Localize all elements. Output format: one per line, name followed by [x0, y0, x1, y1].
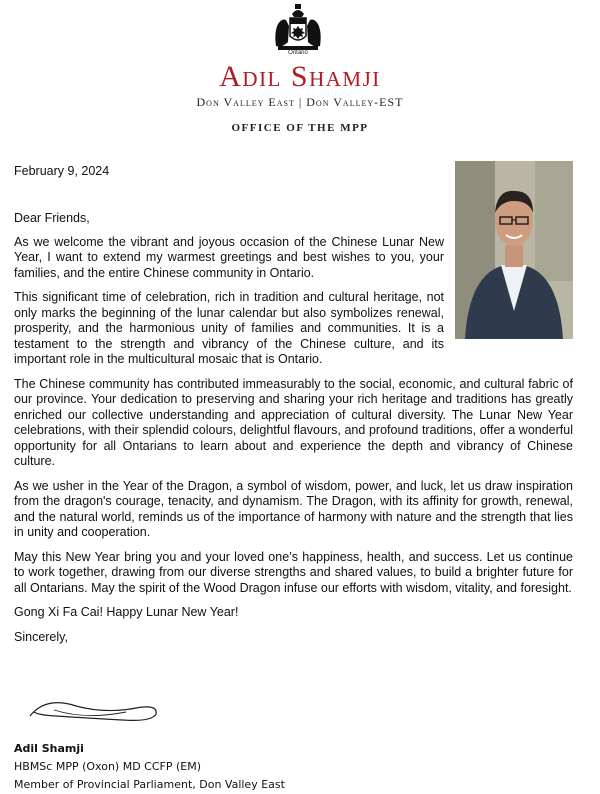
office-title: OFFICE OF THE MPP: [231, 122, 369, 134]
letter-paragraph: As we welcome the vibrant and joyous occasion of the Chinese Lunar New Year, I want to extend my warmest greetings and best wishes to you, your families, and the entire Chinese community in Ontario.: [14, 234, 444, 280]
signature-block: [14, 740, 285, 794]
signatory-title: Member of Provincial Parliament, Don Valley East: [14, 778, 285, 791]
letter-paragraph: May this New Year bring you and your loved one’s happiness, health, and success. Let us continue to work together, drawing from our diverse strengths and shared values, to build a brighter future for all Ontarians. May the spirit of the Wood Dragon infuse our efforts with wisdom, vitality, and foresight.: [14, 549, 573, 595]
mpp-name-header: Adil Shamji: [219, 60, 381, 93]
letter-body: [14, 211, 573, 654]
signatory-credentials: HBMSc MPP (Oxon) MD CCFP (EM): [14, 760, 201, 773]
letter-paragraph: The Chinese community has contributed immeasurably to the social, economic, and cultural fabric of our province. Your dedication to preserving and sharing your rich heritage and traditions has greatly enriched our collective understanding and appreciation of cultural diversity. The Lunar New Year celebrations, with their splendid colours, delightful flavours, and profound traditions, offer a wonderful opportunity for all Ontarians to learn about and experience the depth and vibrancy of Chinese culture.: [14, 376, 573, 468]
letter-closing: Sincerely,: [14, 629, 68, 644]
handwritten-signature: [26, 690, 166, 730]
letter-paragraph: This significant time of celebration, rich in tradition and cultural heritage, not only marks the beginning of the lunar calendar but also symbolizes renewal, prosperity, and the harmonious unity of families and communities. It is a testament to the strength and vibrancy of the Chinese culture, and its important role in the multicultural mosaic that is Ontario.: [14, 290, 444, 366]
letter-paragraph: Gong Xi Fa Cai! Happy Lunar New Year!: [14, 605, 239, 619]
letter-date: February 9, 2024: [14, 164, 110, 178]
letter-greeting: Dear Friends,: [14, 211, 90, 225]
letter-paragraph: As we usher in the Year of the Dragon, a symbol of wisdom, power, and luck, let us draw inspiration from the dragon's courage, tenacity, and dynamism. The Dragon, with its affinity for growth, renewal, and the natural world, reminds us of the importance of harmony with nature and the strength that lies in unity and cooperation.: [14, 478, 573, 539]
riding-name: Don Valley East | Don Valley-EST: [196, 95, 404, 109]
crest-label: Ontario: [288, 50, 308, 56]
signatory-name: Adil Shamji: [14, 742, 84, 755]
